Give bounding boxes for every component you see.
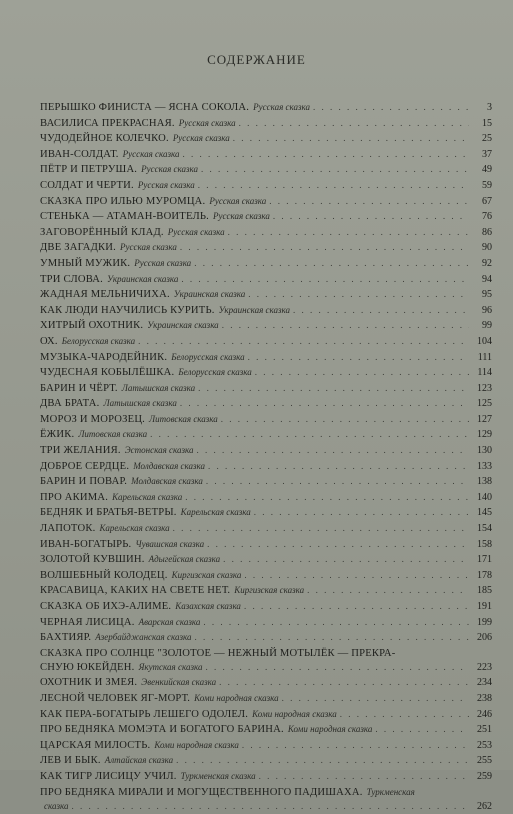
toc-entry-origin: Русская сказка	[134, 257, 192, 268]
dot-leader	[248, 287, 469, 303]
toc-entry-page: 123	[477, 382, 492, 394]
toc-entry-origin: Карельская сказка	[180, 507, 251, 518]
toc-entry-origin: Украинская сказка	[173, 289, 246, 300]
toc-entry-origin: Русская сказка	[172, 133, 230, 144]
dot-leader	[219, 675, 469, 691]
toc-entry	[40, 722, 492, 738]
toc-entry-title: ТРИ СЛОВА.	[40, 273, 103, 285]
toc-entry-origin: Эстонская сказка	[124, 445, 194, 456]
dot-leader	[208, 459, 469, 475]
toc-entry	[40, 583, 492, 599]
toc-entry	[40, 178, 492, 194]
toc-entry-page: 125	[477, 398, 492, 410]
toc-entry	[40, 459, 492, 475]
toc-entry	[40, 412, 492, 428]
toc-entry-page: 154	[477, 523, 492, 535]
toc-entry-origin: Молдавская сказка	[133, 460, 205, 471]
toc-entry-page: 59	[482, 179, 492, 191]
toc-entry-title: ПРО БЕДНЯКА МИРАЛИ И МОГУЩЕСТВЕННОГО ПАДИШАХА.	[40, 786, 363, 798]
dot-leader	[248, 350, 469, 366]
toc-entry	[40, 599, 492, 615]
toc-entry-title: СНУЮ ЮКЕЙДЕН.	[40, 661, 135, 673]
toc-entry-title: КАК ПЕРА-БОГАТЫРЬ ЛЕШЕГО ОДОЛЕЛ.	[40, 708, 249, 720]
dot-leader	[197, 443, 470, 459]
toc-entry-title: СТЕНЬКА — АТАМАН-ВОИТЕЛЬ.	[40, 211, 209, 223]
toc-entry	[40, 318, 492, 334]
toc-entry-origin: Русская сказка	[137, 179, 195, 190]
toc-entry-page: 251	[477, 724, 492, 736]
toc-entry-title: ЗАГОВОРЁННЫЙ КЛАД.	[40, 226, 164, 238]
toc-entry-title: БЕДНЯК И БРАТЬЯ-ВЕТРЫ.	[40, 507, 177, 519]
dot-leader	[181, 272, 469, 288]
toc-entry-page: 234	[477, 677, 492, 689]
toc-entry-page: 255	[477, 755, 492, 767]
toc-entry-title: ИВАН-СОЛДАТ.	[40, 148, 119, 160]
toc-entry-origin: Русская сказка	[253, 102, 311, 112]
toc-entry-title: БАРИН И ПОВАР.	[40, 476, 128, 488]
toc-entry	[40, 100, 492, 116]
toc-entry-origin: Азербайджанская сказка	[95, 632, 192, 643]
toc-entry-title: КАК ЛЮДИ НАУЧИЛИСЬ КУРИТЬ.	[40, 304, 215, 316]
toc-entry-origin: Украинская сказка	[147, 320, 219, 331]
toc-entry-origin: Латышская сказка	[121, 382, 196, 393]
table-of-contents	[40, 100, 492, 814]
toc-entry-title: УМНЫЙ МУЖИК.	[40, 257, 131, 269]
toc-entry	[40, 691, 492, 707]
toc-entry	[40, 396, 492, 412]
toc-entry	[40, 646, 492, 660]
toc-entry-page: 96	[482, 304, 492, 316]
toc-entry	[40, 427, 492, 443]
toc-entry-origin: Аварская сказка	[138, 616, 201, 627]
dot-leader	[273, 209, 469, 225]
toc-entry-page: 94	[482, 273, 492, 285]
dot-leader	[201, 162, 469, 178]
toc-entry-page: 253	[477, 739, 492, 751]
dot-leader	[206, 474, 469, 490]
toc-entry-origin: Адыгейская сказка	[148, 554, 221, 565]
toc-entry-origin: Русская сказка	[119, 242, 177, 253]
toc-entry-page: 140	[477, 491, 492, 503]
toc-entry	[40, 147, 492, 163]
toc-entry	[40, 225, 492, 241]
dot-leader	[223, 552, 469, 568]
toc-entry-origin: Украинская сказка	[107, 273, 179, 284]
toc-entry-origin: Латышская сказка	[103, 398, 177, 409]
toc-entry	[40, 131, 492, 147]
toc-entry-page: 25	[482, 133, 492, 145]
toc-entry-title: КРАСАВИЦА, КАКИХ НА СВЕТЕ НЕТ.	[40, 585, 231, 597]
toc-entry-title: МОРОЗ И МОРОЗЕЦ.	[40, 413, 146, 425]
dot-leader	[194, 256, 469, 272]
dot-leader	[293, 303, 469, 319]
toc-entry	[40, 630, 492, 646]
toc-entry-origin: Русская сказка	[167, 226, 225, 237]
dot-leader	[198, 381, 469, 397]
dot-leader	[180, 240, 469, 256]
toc-entry-origin: Литовская сказка	[78, 429, 148, 440]
toc-entry-title: ЧУДОДЕЙНОЕ КОЛЕЧКО.	[40, 133, 169, 145]
toc-entry-title: ЗОЛОТОЙ КУВШИН.	[40, 554, 145, 566]
toc-entry-origin: Русская сказка	[122, 148, 180, 159]
dot-leader	[194, 630, 469, 646]
toc-entry-title: БАХТИЯР.	[40, 632, 92, 644]
dot-leader	[138, 334, 469, 350]
toc-entry-origin: Украинская сказка	[218, 304, 290, 315]
toc-entry	[40, 568, 492, 584]
toc-entry-page: 138	[477, 476, 492, 488]
toc-entry-origin: Туркменская сказка	[180, 770, 256, 781]
toc-entry-page: 90	[482, 242, 492, 254]
dot-leader	[254, 505, 469, 521]
toc-entry	[40, 272, 492, 288]
toc-entry	[40, 116, 492, 132]
toc-entry-title: КАК ТИГР ЛИСИЦУ УЧИЛ.	[40, 770, 177, 782]
toc-entry-page: 37	[482, 148, 492, 160]
toc-entry	[40, 365, 492, 381]
toc-entry-title: ДВЕ ЗАГАДКИ.	[40, 242, 116, 254]
dot-leader	[198, 178, 469, 194]
toc-entry	[40, 707, 492, 723]
toc-entry-title: ОХ.	[40, 335, 58, 347]
toc-entry	[40, 381, 492, 397]
toc-entry-page: 67	[482, 195, 492, 207]
dot-leader	[242, 738, 469, 754]
toc-entry-origin: Коми народная сказка	[287, 724, 373, 735]
toc-entry-page: 111	[477, 351, 492, 363]
dot-leader	[183, 147, 469, 163]
toc-entry-page: 104	[477, 335, 492, 347]
toc-entry-title: ОХОТНИК И ЗМЕЯ.	[40, 677, 138, 689]
dot-leader	[203, 615, 469, 631]
dot-leader	[239, 116, 469, 132]
toc-entry	[40, 552, 492, 568]
toc-entry	[40, 303, 492, 319]
toc-entry	[40, 443, 492, 459]
dot-leader	[71, 799, 469, 814]
toc-entry-page: 191	[477, 601, 492, 612]
toc-entry	[40, 490, 492, 506]
toc-entry-page: 15	[482, 117, 492, 129]
toc-entry-page: 92	[482, 257, 492, 269]
toc-entry-title: ХИТРЫЙ ОХОТНИК.	[40, 320, 144, 332]
dot-leader	[375, 722, 469, 738]
toc-entry-origin: Белорусская сказка	[61, 335, 136, 346]
toc-entry-origin: Коми народная сказка	[154, 739, 239, 750]
toc-entry	[40, 474, 492, 490]
toc-entry-page: 178	[477, 569, 492, 581]
toc-entry-origin: Коми народная сказка	[194, 692, 279, 703]
toc-entry-page: 206	[477, 632, 492, 644]
dot-leader	[150, 427, 469, 443]
dot-leader	[244, 568, 469, 584]
toc-entry	[40, 505, 492, 521]
toc-entry	[40, 799, 492, 814]
toc-entry-title: ВОЛШЕБНЫЙ КОЛОДЕЦ.	[40, 569, 168, 581]
toc-entry-title: СКАЗКА ОБ ИХЭ-АЛИМЕ.	[40, 601, 172, 612]
toc-entry-title: ЖАДНАЯ МЕЛЬНИЧИХА.	[40, 289, 170, 301]
dot-leader	[259, 769, 469, 785]
dot-leader	[340, 707, 469, 723]
dot-leader	[307, 583, 469, 599]
toc-entry-title: ДОБРОЕ СЕРДЦЕ.	[40, 460, 130, 472]
toc-entry	[40, 209, 492, 225]
toc-entry-origin: Коми народная сказка	[252, 708, 337, 719]
toc-entry-title: ЦАРСКАЯ МИЛОСТЬ.	[40, 739, 151, 751]
toc-entry-page: 76	[482, 211, 492, 223]
toc-entry	[40, 287, 492, 303]
toc-entry-page: 3	[487, 102, 492, 113]
toc-entry-page: 127	[477, 413, 492, 425]
toc-entry	[40, 537, 492, 553]
toc-entry-title: ТРИ ЖЕЛАНИЯ.	[40, 445, 121, 457]
dot-leader	[173, 521, 469, 537]
toc-entry-origin: Русская сказка	[209, 195, 267, 206]
toc-entry-title: ПЁТР И ПЕТРУША.	[40, 164, 138, 176]
toc-entry	[40, 334, 492, 350]
toc-entry-page: 262	[477, 800, 492, 812]
dot-leader	[180, 396, 469, 412]
toc-entry	[40, 753, 492, 769]
toc-entry-title: ПРО БЕДНЯКА МОМЭТА И БОГАТОГО БАРИНА.	[40, 724, 284, 736]
dot-leader	[185, 490, 469, 506]
toc-entry-title: СКАЗКА ПРО СОЛНЦЕ "ЗОЛОТОЕ — НЕЖНЫЙ МОТЫЛЁК — ПРЕКРА-	[40, 647, 396, 659]
toc-entry	[40, 738, 492, 754]
toc-entry-title: ЛАПОТОК.	[40, 523, 96, 535]
toc-entry-page: 49	[482, 164, 492, 176]
toc-entry-page: 259	[477, 770, 492, 782]
toc-entry-title: ЛЕВ И БЫК.	[40, 755, 101, 767]
dot-leader	[221, 412, 469, 428]
toc-entry	[40, 194, 492, 210]
dot-leader	[255, 365, 469, 381]
toc-entry	[40, 675, 492, 691]
toc-entry-origin: Киргизская сказка	[234, 585, 305, 596]
dot-leader	[205, 660, 469, 676]
toc-entry-page: 199	[477, 616, 492, 628]
dot-leader	[313, 100, 469, 116]
dot-leader	[176, 753, 469, 769]
page-title: СОДЕРЖАНИЕ	[207, 52, 306, 67]
toc-entry-page: 129	[477, 429, 492, 441]
toc-entry-title: ЛЕСНОЙ ЧЕЛОВЕК ЯГ-МОРТ.	[40, 692, 191, 704]
toc-entry-origin: Казахская сказка	[175, 601, 241, 611]
toc-entry-origin: Туркменская	[366, 786, 415, 797]
toc-entry-origin: Русская сказка	[141, 164, 199, 175]
toc-entry-title: СКАЗКА ПРО ИЛЬЮ МУРОМЦА.	[40, 195, 206, 207]
toc-entry-origin: Карельская сказка	[112, 491, 183, 502]
toc-entry-title: ИВАН-БОГАТЫРЬ.	[40, 538, 132, 550]
toc-entry	[40, 785, 492, 799]
dot-leader	[207, 537, 469, 553]
toc-entry-page: 133	[477, 460, 492, 472]
toc-entry-title: СОЛДАТ И ЧЕРТИ.	[40, 179, 134, 191]
toc-entry-title: БАРИН И ЧЁРТ.	[40, 382, 118, 394]
toc-entry-title: ВАСИЛИСА ПРЕКРАСНАЯ.	[40, 117, 175, 129]
toc-entry-page: 246	[477, 708, 492, 720]
toc-entry-page: 171	[477, 554, 492, 566]
toc-entry-origin: Русская сказка	[213, 211, 270, 222]
toc-entry-page: 158	[477, 538, 492, 550]
toc-entry	[40, 769, 492, 785]
toc-entry-origin: Литовская сказка	[149, 413, 218, 424]
dot-leader	[282, 691, 469, 707]
dot-leader	[222, 318, 469, 334]
toc-entry-origin: сказка	[44, 800, 69, 811]
toc-entry	[40, 240, 492, 256]
toc-entry-origin: Русская сказка	[178, 117, 236, 128]
toc-entry-title: ЧУДЕСНАЯ КОБЫЛЁШКА.	[40, 367, 175, 379]
toc-entry-title: ДВА БРАТА.	[40, 398, 100, 410]
toc-entry-title: МУЗЫКА-ЧАРОДЕЙНИК.	[40, 351, 168, 363]
toc-entry-page: 145	[477, 507, 492, 519]
toc-entry-origin: Якутская сказка	[138, 661, 203, 672]
toc-entry-origin: Белорусская сказка	[178, 367, 252, 378]
dot-leader	[233, 131, 469, 147]
dot-leader	[269, 194, 469, 210]
toc-entry-origin: Чувашская сказка	[135, 538, 205, 549]
toc-entry-title: ПРО АКИМА.	[40, 491, 109, 503]
toc-entry-page: 114	[477, 367, 492, 379]
toc-entry-origin: Киргизская сказка	[171, 569, 242, 580]
toc-entry	[40, 162, 492, 178]
toc-entry-origin: Карельская сказка	[99, 523, 170, 534]
toc-entry-title: ЁЖИК.	[40, 429, 75, 441]
toc-entry-origin: Белорусская сказка	[171, 351, 245, 362]
toc-entry-origin: Алтайская сказка	[104, 755, 174, 766]
toc-entry-title: ПЕРЫШКО ФИНИСТА — ЯСНА СОКОЛА.	[40, 102, 250, 113]
toc-entry-origin: Эвенкийская сказка	[141, 677, 217, 688]
toc-entry-page: 95	[482, 289, 492, 301]
toc-entry	[40, 521, 492, 537]
toc-entry	[40, 660, 492, 676]
toc-entry	[40, 256, 492, 272]
toc-entry	[40, 350, 492, 366]
toc-entry-page: 130	[477, 445, 492, 457]
toc-entry-page: 223	[477, 661, 492, 673]
toc-entry-page: 185	[477, 585, 492, 597]
dot-leader	[244, 599, 469, 615]
toc-entry	[40, 615, 492, 631]
toc-entry-page: 238	[477, 692, 492, 704]
toc-entry-page: 99	[482, 320, 492, 332]
toc-entry-page: 86	[482, 226, 492, 238]
dot-leader	[228, 225, 469, 241]
toc-entry-origin: Молдавская сказка	[131, 476, 203, 487]
toc-entry-title: ЧЕРНАЯ ЛИСИЦА.	[40, 616, 135, 628]
